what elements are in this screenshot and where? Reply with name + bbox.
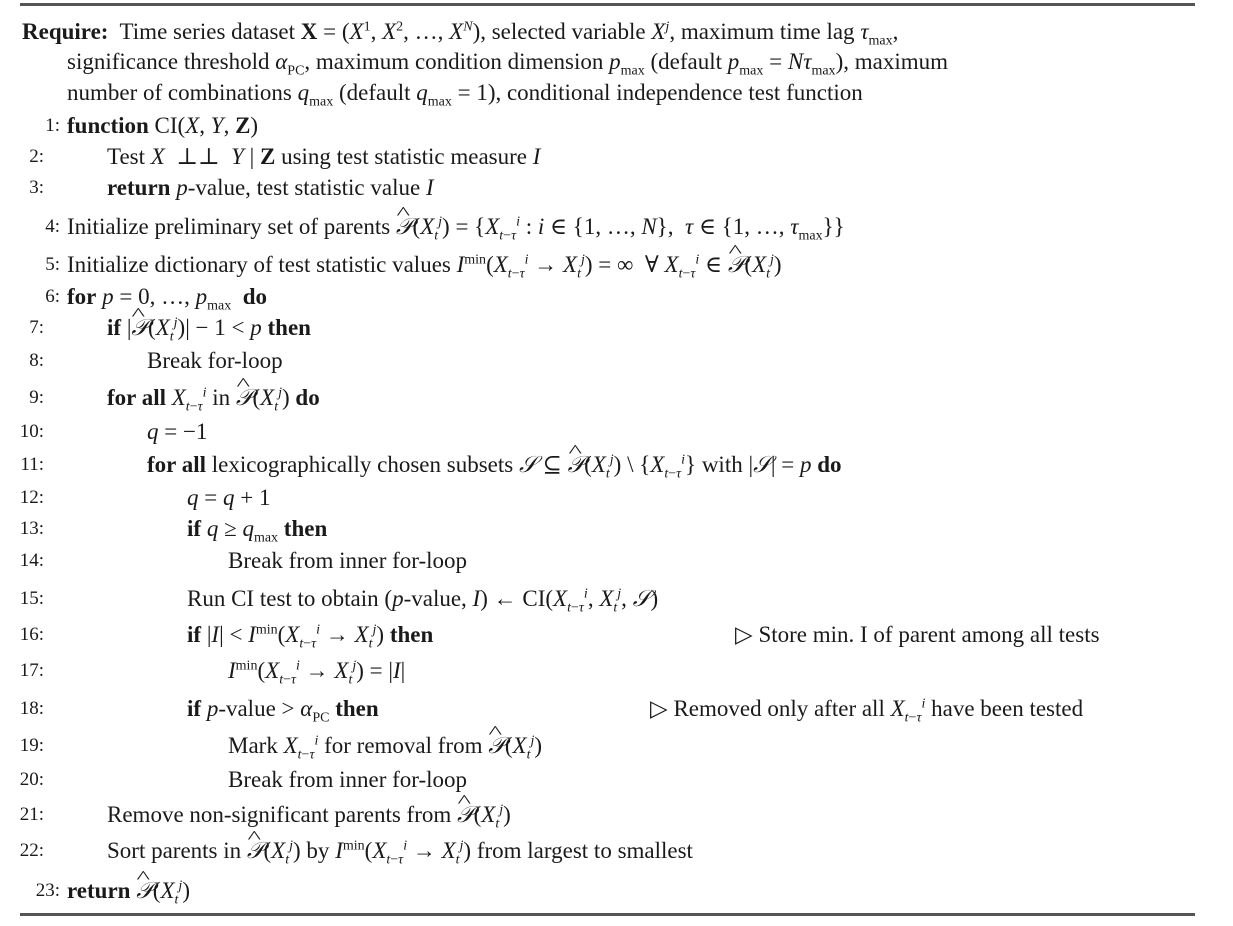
- line-number: 12:: [19, 487, 44, 508]
- require-line-3: number of combinations $q_{max}$ (default $q_{max} = 1$), conditional independence test function: [67, 80, 863, 110]
- line-number: 15:: [19, 588, 44, 609]
- line-number: 22:: [19, 840, 44, 861]
- line-number: 13:: [19, 518, 44, 539]
- line-number: 3:: [29, 177, 44, 198]
- line-number: 8:: [29, 350, 44, 371]
- line-number: 16:: [19, 624, 44, 645]
- line-number: 1:: [45, 115, 60, 136]
- line-number: 21:: [19, 804, 44, 825]
- line-number: 2:: [29, 146, 44, 167]
- line-number: 14:: [19, 550, 44, 571]
- line-number: 17:: [19, 660, 44, 681]
- require-line-1: Require: Time series dataset $X = (X^1$, $X^2$, …, $X^N$), selected variable $X^j$, maximum time lag $\tau_{max}$,: [22, 19, 899, 49]
- line-number: 4:: [45, 216, 60, 237]
- line-number: 10:: [19, 421, 44, 442]
- comment-store-min: ▷ Store min. I of parent among all tests: [735, 622, 1100, 647]
- line-number: 18:: [19, 698, 44, 719]
- line-number: 19:: [19, 735, 44, 756]
- comment-removed-after: ▷ Removed only after all $X_{t-\tau}^i$ have been tested: [650, 696, 1084, 726]
- line-number: 5:: [45, 254, 60, 275]
- algorithm-bottom-rule: [20, 913, 1195, 916]
- algorithm-top-rule: [20, 3, 1195, 6]
- require-line-2: significance threshold $\alpha_{PC}$, maximum condition dimension $p_{max}$ (default $p_{max} = N\tau_{max}$), maximum: [67, 49, 948, 79]
- line-number: 11:: [20, 454, 44, 475]
- line-number: 6:: [45, 286, 60, 307]
- line-number: 7:: [29, 317, 44, 338]
- line-number: 23:: [35, 880, 60, 901]
- require-label: Require:: [22, 19, 109, 44]
- line-number: 20:: [19, 769, 44, 790]
- line-number: 9:: [29, 387, 44, 408]
